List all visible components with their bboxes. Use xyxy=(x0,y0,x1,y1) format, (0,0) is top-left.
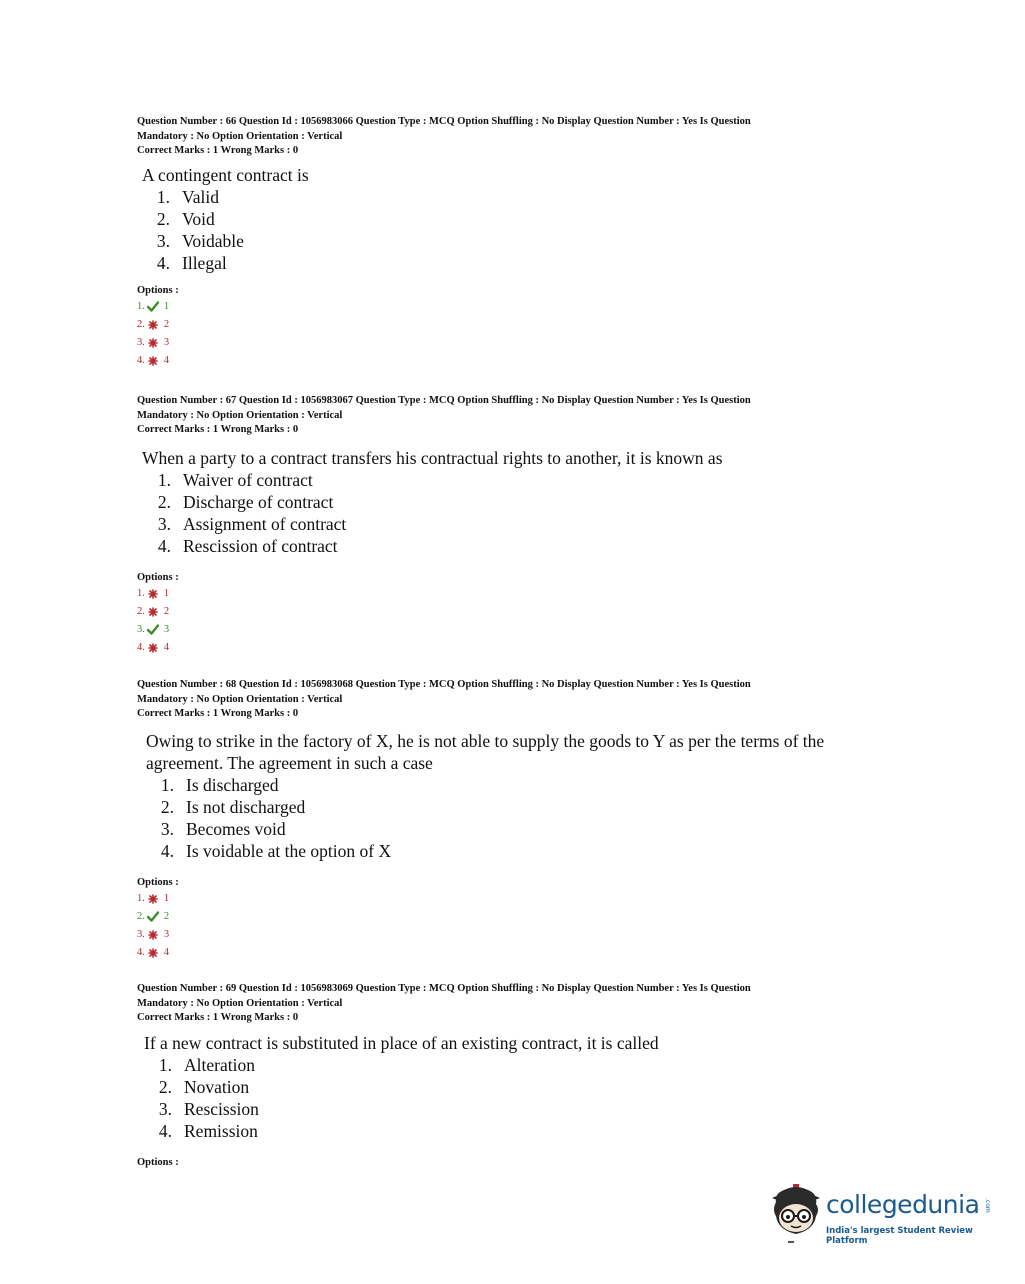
option-value: 1 xyxy=(163,892,170,904)
collegedunia-logo xyxy=(766,1176,996,1246)
choice-text: Waiver of contract xyxy=(183,469,313,490)
choice-text: Is discharged xyxy=(186,774,279,795)
choice xyxy=(136,230,867,252)
meta-line: Question Number : 68 Question Id : 1056983068 Question Type : MCQ Option Shuffling : No Display Question Number : Yes Is Question xyxy=(137,679,751,690)
choice-number: 3. xyxy=(157,513,171,534)
question-67 xyxy=(137,394,867,657)
choice-number: 1. xyxy=(158,1054,172,1075)
option-row xyxy=(137,944,867,962)
meta-line: Mandatory : No Option Orientation : Vertical xyxy=(137,409,343,421)
meta-line: Correct Marks : 1 Wrong Marks : 0 xyxy=(137,424,299,435)
question-body xyxy=(146,730,867,862)
question-text: If a new contract is substituted in place of an existing contract, it is called xyxy=(144,1032,659,1053)
question-meta xyxy=(137,394,867,438)
logo-tagline: India's largest Student Review Platform xyxy=(826,1226,973,1246)
meta-line: Mandatory : No Option Orientation : Vertical xyxy=(137,130,343,142)
choice-number: 4. xyxy=(158,1120,172,1141)
question-text: A contingent contract is xyxy=(142,164,309,185)
choice xyxy=(137,491,867,513)
option-row xyxy=(137,890,867,908)
meta-line: Mandatory : No Option Orientation : Vertical xyxy=(137,997,343,1009)
option-prefix: 3. xyxy=(137,928,145,940)
option-prefix: 4. xyxy=(137,641,145,653)
choice-number: 2. xyxy=(160,796,174,817)
question-text: When a party to a contract transfers his contractual rights to another, it is known as xyxy=(142,447,723,468)
choice-number: 2. xyxy=(156,208,170,229)
choice-text: Discharge of contract xyxy=(183,491,334,512)
choice xyxy=(137,513,867,535)
question-66 xyxy=(137,115,867,370)
choice-number: 4. xyxy=(156,252,170,273)
option-prefix: 1. xyxy=(137,300,145,312)
option-value: 3 xyxy=(163,336,170,348)
choice-number: 3. xyxy=(156,230,170,251)
option-row xyxy=(137,298,867,316)
mascot-icon xyxy=(766,1176,826,1246)
option-prefix: 2. xyxy=(137,605,145,617)
options-block xyxy=(137,571,867,657)
choice-text: Voidable xyxy=(182,230,244,251)
option-row xyxy=(137,603,867,621)
option-value: 2 xyxy=(163,605,170,617)
option-prefix: 3. xyxy=(137,623,145,635)
question-meta xyxy=(137,115,867,159)
meta-line: Question Number : 69 Question Id : 1056983069 Question Type : MCQ Option Shuffling : No Display Question Number : Yes Is Question xyxy=(137,983,751,994)
option-row xyxy=(137,334,867,352)
option-row xyxy=(137,585,867,603)
choice-number: 1. xyxy=(157,469,171,490)
option-prefix: 1. xyxy=(137,892,145,904)
choice xyxy=(136,208,867,230)
question-meta xyxy=(137,678,867,722)
choice-text: Is voidable at the option of X xyxy=(186,840,392,861)
logo-brand: collegedunia xyxy=(826,1190,980,1219)
cross-icon xyxy=(147,355,160,367)
choice-number: 1. xyxy=(160,774,174,795)
options-block xyxy=(137,284,867,370)
logo-dotcom: .com xyxy=(984,1198,991,1213)
choice-text: Novation xyxy=(184,1076,250,1097)
choice xyxy=(136,186,867,208)
cross-icon xyxy=(147,947,160,959)
question-69 xyxy=(137,982,867,1170)
choice xyxy=(140,774,867,796)
question-text: Owing to strike in the factory of X, he is not able to supply the goods to Y as per the terms of the agreement. The agreement in such a case xyxy=(146,730,825,773)
option-value: 2 xyxy=(163,910,170,922)
option-value: 1 xyxy=(163,587,170,599)
option-prefix: 4. xyxy=(137,946,145,958)
options-block xyxy=(137,1156,867,1170)
choice-text: Rescission of contract xyxy=(183,535,338,556)
choice xyxy=(137,535,867,557)
choice xyxy=(138,1076,867,1098)
meta-line: Question Number : 66 Question Id : 1056983066 Question Type : MCQ Option Shuffling : No Display Question Number : Yes Is Question xyxy=(137,116,751,127)
options-label: Options : xyxy=(137,284,179,296)
choice xyxy=(137,469,867,491)
meta-line: Mandatory : No Option Orientation : Vertical xyxy=(137,693,343,705)
choice-text: Valid xyxy=(182,186,219,207)
choice-text: Is not discharged xyxy=(186,796,306,817)
option-prefix: 2. xyxy=(137,318,145,330)
question-body xyxy=(144,1032,867,1142)
option-row xyxy=(137,621,867,639)
choice xyxy=(138,1120,867,1142)
option-row xyxy=(137,908,867,926)
choice xyxy=(140,796,867,818)
option-value: 4 xyxy=(163,641,170,653)
choice-text: Assignment of contract xyxy=(183,513,347,534)
option-prefix: 4. xyxy=(137,354,145,366)
check-icon xyxy=(147,911,160,923)
option-value: 4 xyxy=(163,354,170,366)
choice-number: 1. xyxy=(156,186,170,207)
option-prefix: 2. xyxy=(137,910,145,922)
choice-number: 3. xyxy=(158,1098,172,1119)
choice xyxy=(138,1098,867,1120)
option-prefix: 1. xyxy=(137,587,145,599)
options-label: Options : xyxy=(137,1156,179,1168)
option-value: 3 xyxy=(163,928,170,940)
choice-text: Remission xyxy=(184,1120,258,1141)
options-label: Options : xyxy=(137,876,179,888)
option-row xyxy=(137,352,867,370)
choice-text: Illegal xyxy=(182,252,227,273)
meta-line: Correct Marks : 1 Wrong Marks : 0 xyxy=(137,708,299,719)
choice-text: Rescission xyxy=(184,1098,259,1119)
option-row xyxy=(137,316,867,334)
meta-line: Question Number : 67 Question Id : 1056983067 Question Type : MCQ Option Shuffling : No Display Question Number : Yes Is Question xyxy=(137,395,751,406)
option-value: 1 xyxy=(163,300,170,312)
meta-line: Correct Marks : 1 Wrong Marks : 0 xyxy=(137,145,299,156)
option-value: 2 xyxy=(163,318,170,330)
choice-number: 4. xyxy=(160,840,174,861)
option-row xyxy=(137,926,867,944)
choice xyxy=(136,252,867,274)
choice xyxy=(140,818,867,840)
question-body xyxy=(142,164,867,274)
cross-icon xyxy=(147,893,160,905)
choice xyxy=(140,840,867,862)
option-prefix: 3. xyxy=(137,336,145,348)
check-icon xyxy=(147,301,160,313)
choice-number: 2. xyxy=(157,491,171,512)
cross-icon xyxy=(147,319,160,331)
cross-icon xyxy=(147,929,160,941)
option-value: 3 xyxy=(163,623,170,635)
question-meta xyxy=(137,982,867,1026)
cross-icon xyxy=(147,642,160,654)
check-icon xyxy=(147,624,160,636)
cross-icon xyxy=(147,588,160,600)
choice-number: 4. xyxy=(157,535,171,556)
options-block xyxy=(137,876,867,962)
question-body xyxy=(142,447,867,557)
choice-text: Becomes void xyxy=(186,818,286,839)
option-value: 4 xyxy=(163,946,170,958)
choice-number: 2. xyxy=(158,1076,172,1097)
choice-text: Void xyxy=(182,208,215,229)
options-label: Options : xyxy=(137,571,179,583)
question-68 xyxy=(137,678,867,962)
cross-icon xyxy=(147,606,160,618)
meta-line: Correct Marks : 1 Wrong Marks : 0 xyxy=(137,1012,299,1023)
option-row xyxy=(137,639,867,657)
choice-text: Alteration xyxy=(184,1054,255,1075)
choice-number: 3. xyxy=(160,818,174,839)
cross-icon xyxy=(147,337,160,349)
choice xyxy=(138,1054,867,1076)
